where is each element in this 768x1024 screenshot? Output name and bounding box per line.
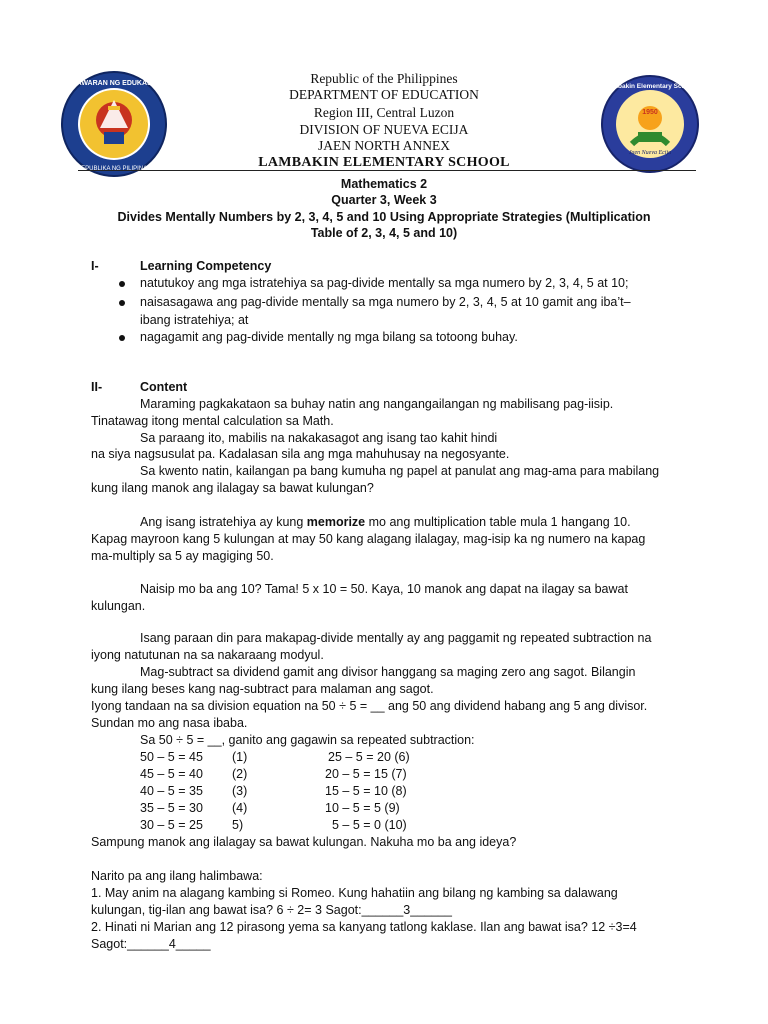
header-deped: DEPARTMENT OF EDUCATION	[289, 87, 479, 102]
sub-left-count: (2)	[232, 767, 248, 781]
header-region: Region III, Central Luzon	[313, 105, 455, 120]
example2-line1: 2. Hinati ni Marian ang 12 pirasong yema sa kanyang tatlong kaklase. Ilan ang bawat isa? 12 ÷3=4	[91, 920, 637, 934]
section1-heading: Learning Competency	[140, 259, 272, 273]
content-p4a-post: mo ang multiplication table mula 1 hangang 10.	[365, 515, 631, 529]
content-p8a: Iyong tandaan na sa division equation na 50 ÷ 5 = __ ang 50 ang dividend habang ang 5 ang divisor.	[91, 699, 648, 713]
bullet-dot	[119, 300, 125, 306]
content-p5b: kulungan.	[91, 599, 146, 613]
content-p1b: Tinatawag itong mental calculation sa Math.	[91, 414, 334, 428]
right-seal-text: Lambakin Elementary School	[604, 83, 696, 90]
topic-title-line1: Divides Mentally Numbers by 2, 3, 4, 5 and 10 Using Appropriate Strategies (Multiplication	[117, 210, 651, 224]
section2-heading: Content	[140, 380, 188, 394]
header-school: LAMBAKIN ELEMENTARY SCHOOL	[258, 155, 510, 170]
content-p6b: iyong natutunan na sa nakaraang modyul.	[91, 648, 324, 662]
sub-left-count: (4)	[232, 801, 248, 815]
content-p8b: Sundan mo ang nasa ibaba.	[91, 716, 248, 730]
content-p4b: Kapag mayroon kang 5 kulungan at may 50 kang alagang ilalagay, mag-isip ka ng numero na kapag	[91, 532, 646, 546]
content-p6a: Isang paraan din para makapag-divide mentally ay ang paggamit ng repeated subtraction na	[140, 631, 652, 645]
example2-line2: Sagot:______4_____	[91, 937, 211, 951]
header-divider	[78, 170, 696, 171]
header-republic: Republic of the Philippines	[310, 71, 458, 86]
sub-left-eq: 40 – 5 = 35	[140, 784, 203, 798]
competency-item-3: nagagamit ang pag-divide mentally ng mga bilang sa totoong buhay.	[140, 330, 518, 344]
header-annex: JAEN NORTH ANNEX	[318, 138, 450, 153]
sub-right-row: 10 – 5 = 5 (9)	[325, 801, 400, 815]
sub-left-eq: 35 – 5 = 30	[140, 801, 203, 815]
subject-title: Mathematics 2	[340, 177, 428, 191]
sub-left-count: 5)	[232, 818, 244, 832]
content-p9: Sa 50 ÷ 5 = __, ganito ang gagawin sa repeated subtraction:	[140, 733, 475, 747]
content-p1a: Maraming pagkakataon sa buhay natin ang nangangailangan ng mabilisang pag-iisip.	[140, 397, 614, 411]
sub-left-eq: 50 – 5 = 45	[140, 750, 203, 764]
left-seal-text-bottom: REPUBLIKA NG PILIPINAS	[76, 166, 152, 172]
example1-line1: 1. May anim na alagang kambing si Romeo. Kung hahatiin ang bilang ng kambing sa dalawang	[91, 886, 618, 900]
sub-right-row: 5 – 5 = 0 (10)	[332, 818, 407, 832]
section1-number: I-	[91, 259, 99, 273]
content-p2a: Sa paraang ito, mabilis na nakakasagot ang isang tao kahit hindi	[140, 431, 498, 445]
sub-right-row: 15 – 5 = 10 (8)	[325, 784, 407, 798]
bullet-dot	[119, 335, 125, 341]
sub-left-count: (3)	[232, 784, 248, 798]
content-p4a-bold: memorize	[306, 515, 366, 529]
competency-item-2-cont: ibang istratehiya; at	[140, 313, 249, 327]
content-p7a: Mag-subtract sa dividend gamit ang divisor hanggang sa maging zero ang sagot. Bilangin	[140, 665, 636, 679]
sub-right-row: 20 – 5 = 15 (7)	[325, 767, 407, 781]
competency-item-1: natutukoy ang mga istratehiya sa pag-divide mentally sa mga numero by 2, 3, 4, 5 at 10;	[140, 276, 629, 290]
sub-left-count: (1)	[232, 750, 248, 764]
content-p3b: kung ilang manok ang ilalagay sa bawat kulungan?	[91, 481, 374, 495]
competency-item-2: naisasagawa ang pag-divide mentally sa mga numero by 2, 3, 4, 5 at 10 gamit ang iba’t–	[140, 295, 631, 309]
sub-right-row: 25 – 5 = 20 (6)	[328, 750, 410, 764]
sub-left-eq: 30 – 5 = 25	[140, 818, 203, 832]
example1-line2: kulungan, tig-ilan ang bawat isa? 6 ÷ 2= 3 Sagot:______3______	[91, 903, 452, 917]
content-p4c: ma-multiply sa 5 ay magiging 50.	[91, 549, 274, 563]
content-p4a	[140, 514, 631, 530]
bullet-dot	[119, 281, 125, 287]
right-seal-year: 1950	[642, 109, 658, 116]
content-p7b: kung ilang beses kang nag-subtract para malaman ang sagot.	[91, 682, 434, 696]
content-p10: Sampung manok ang ilalagay sa bawat kulungan. Nakuha mo ba ang ideya?	[91, 835, 517, 849]
content-p11: Narito pa ang ilang halimbawa:	[91, 869, 263, 883]
content-p2b: na siya nagsusulat pa. Kadalasan sila ang mga mahuhusay na negosyante.	[91, 447, 510, 461]
content-p3a: Sa kwento natin, kailangan pa bang kumuha ng papel at panulat ang mag-ama para mabilang	[140, 464, 660, 478]
section2-number: II-	[91, 380, 103, 394]
left-seal-text-top: KAGAWARAN NG EDUKASYON	[61, 80, 167, 87]
quarter-title: Quarter 3, Week 3	[331, 193, 437, 207]
content-p4a-pre: Ang isang istratehiya ay kung	[140, 515, 307, 529]
right-seal-bottom: Jaen Nueva Ecija	[628, 150, 672, 156]
content-p5a: Naisip mo ba ang 10? Tama! 5 x 10 = 50. Kaya, 10 manok ang dapat na ilagay sa bawat	[140, 582, 628, 596]
sub-left-eq: 45 – 5 = 40	[140, 767, 203, 781]
topic-title-line2: Table of 2, 3, 4, 5 and 10)	[310, 226, 458, 240]
header-division: DIVISION OF NUEVA ECIJA	[299, 122, 469, 137]
